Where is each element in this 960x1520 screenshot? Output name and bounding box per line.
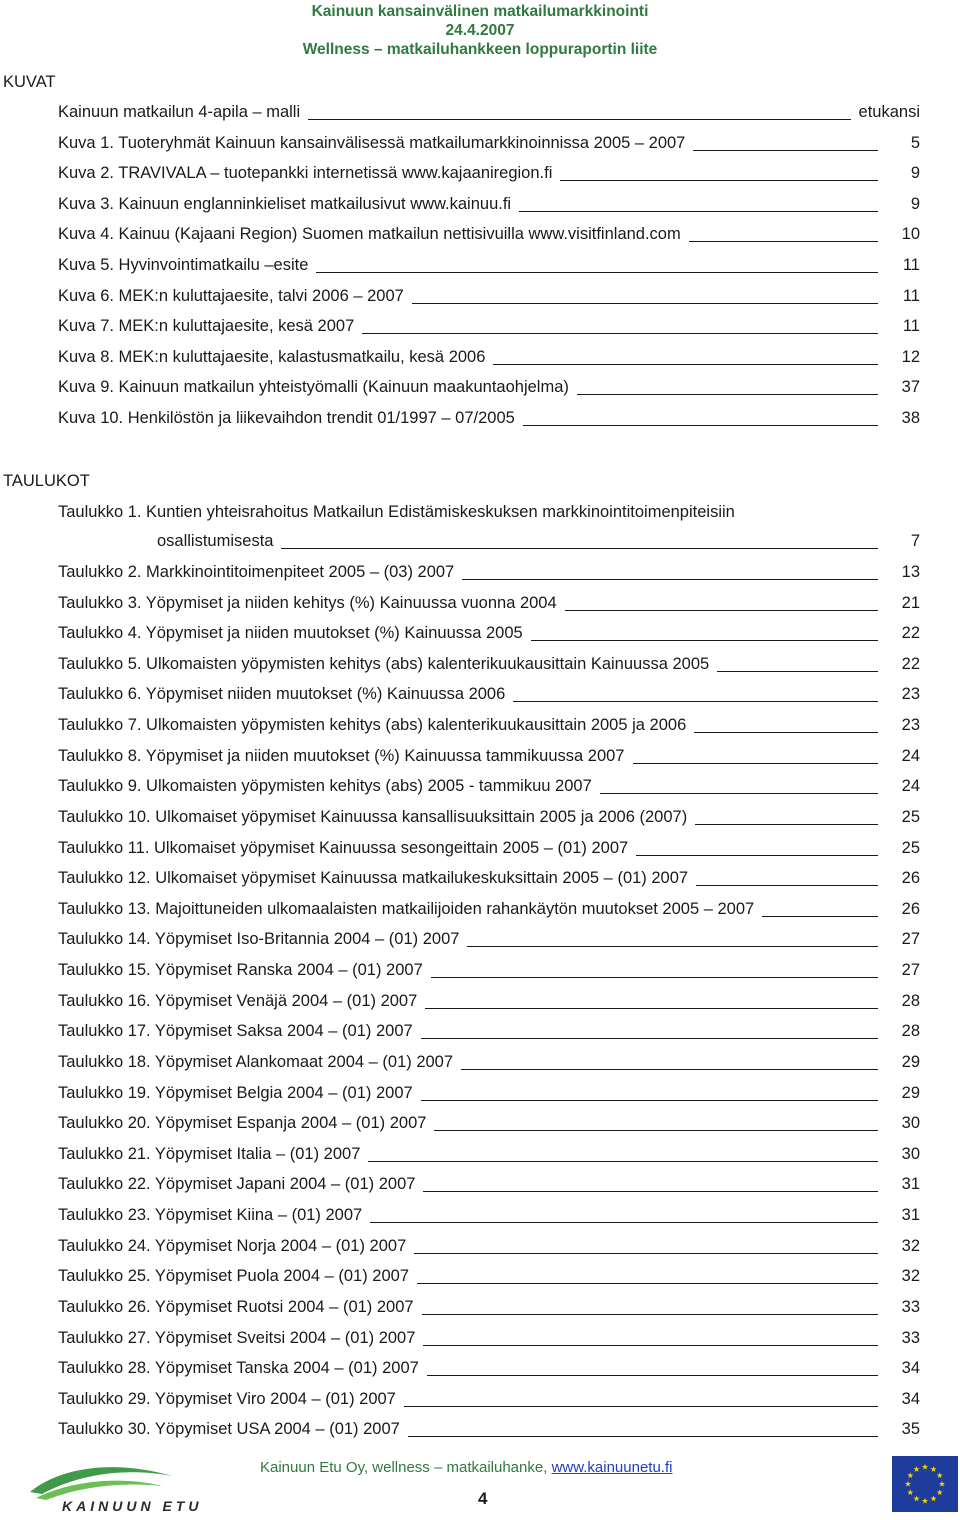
toc-entry-text: Taulukko 24. Yöpymiset Norja 2004 – (01) 2007 — [58, 1236, 407, 1255]
table-entry[interactable] — [58, 1235, 920, 1259]
table-entry[interactable] — [58, 745, 920, 769]
toc-entry-text: Taulukko 21. Yöpymiset Italia – (01) 2007 — [58, 1144, 361, 1163]
figure-entry[interactable] — [58, 407, 920, 431]
kainuun-etu-logo-icon — [22, 1458, 232, 1518]
toc-leader-line — [493, 364, 878, 365]
header-subtitle: Wellness – matkailuhankkeen loppuraportin liite — [302, 41, 658, 58]
toc-page-number: 22 — [901, 654, 920, 673]
toc-leader-line — [414, 1253, 878, 1254]
toc-entry-text: Kuva 2. TRAVIVALA – tuotepankki internetissä www.kajaaniregion.fi — [58, 164, 553, 183]
toc-entry-text: Taulukko 18. Yöpymiset Alankomaat 2004 – (01) 2007 — [58, 1052, 454, 1071]
toc-entry-text: Kuva 1. Tuoteryhmät Kainuun kansainvälisessä matkailumarkkinoinnissa 2005 – 2007 — [58, 133, 686, 152]
tables-section-title: TAULUKOT — [3, 472, 90, 490]
document-header — [0, 2, 960, 62]
table-entry[interactable] — [58, 1418, 920, 1442]
toc-entry-text: Taulukko 15. Yöpymiset Ranska 2004 – (01) 2007 — [58, 961, 423, 980]
toc-page-number: 37 — [901, 378, 920, 397]
toc-entry-text: Taulukko 30. Yöpymiset USA 2004 – (01) 2007 — [58, 1420, 400, 1439]
toc-entry-text: Taulukko 28. Yöpymiset Tanska 2004 – (01) 2007 — [58, 1359, 419, 1378]
toc-page-number: 38 — [901, 409, 920, 427]
toc-entry-text: Taulukko 5. Ulkomaisten yöpymisten kehitys (abs) kalenterikuukausittain Kainuussa 2005 — [58, 654, 710, 673]
table-entry[interactable] — [58, 775, 920, 799]
toc-leader-line — [462, 579, 878, 580]
table-entry[interactable] — [58, 1327, 920, 1351]
toc-page-number: 11 — [902, 317, 920, 336]
table-entry[interactable] — [58, 653, 920, 677]
toc-page-number: 30 — [901, 1144, 920, 1163]
toc-entry-text: Kainuun matkailun 4-apila – malli — [58, 103, 301, 121]
footer-company-line — [260, 1459, 672, 1476]
toc-leader-line — [577, 394, 878, 395]
toc-page-number: 25 — [901, 838, 920, 857]
figure-entry[interactable] — [58, 193, 920, 217]
toc-page-number: 10 — [901, 225, 920, 244]
figure-entry[interactable] — [58, 223, 920, 247]
figure-entry[interactable] — [58, 285, 920, 309]
toc-page-number: 5 — [910, 133, 920, 152]
eu-flag-icon — [892, 1456, 958, 1512]
table-entry[interactable] — [58, 1357, 920, 1381]
footer-website-link[interactable]: www.kainuunetu.fi — [551, 1459, 673, 1476]
toc-leader-line — [461, 1069, 878, 1070]
table-entry[interactable] — [58, 806, 920, 830]
toc-entry-text: Taulukko 13. Majoittuneiden ulkomaalaisten matkailijoiden rahankäytön muutokset 2005 – 2007 — [58, 899, 755, 918]
toc-entry-text: Kuva 7. MEK:n kuluttajaesite, kesä 2007 — [58, 317, 355, 336]
toc-page-number: 27 — [901, 930, 920, 949]
table-entry[interactable] — [58, 1082, 920, 1106]
toc-leader-line — [695, 824, 878, 825]
toc-page-number: 31 — [901, 1206, 920, 1225]
toc-page-number: 28 — [901, 991, 920, 1010]
toc-leader-line — [362, 333, 878, 334]
toc-page-number: 28 — [901, 1022, 920, 1041]
toc-page-number: 35 — [901, 1420, 920, 1439]
toc-entry-text: Kuva 10. Henkilöstön ja liikevaihdon trendit 01/1997 – 07/2005 — [58, 409, 515, 427]
toc-leader-line — [422, 1314, 878, 1315]
toc-page-number: 29 — [901, 1083, 920, 1102]
toc-entry-text: Taulukko 12. Ulkomaiset yöpymiset Kainuussa matkailukeskuksittain 2005 – (01) 2007 — [58, 869, 689, 888]
toc-leader-line — [694, 732, 878, 733]
table-entry[interactable] — [58, 1296, 920, 1320]
toc-leader-line — [427, 1375, 878, 1376]
toc-leader-line — [404, 1406, 878, 1407]
table-1-entry[interactable] — [157, 530, 920, 554]
toc-leader-line — [762, 916, 878, 917]
toc-page-number: 33 — [901, 1297, 920, 1316]
toc-page-number: 34 — [901, 1389, 920, 1408]
toc-entry-text: Taulukko 19. Yöpymiset Belgia 2004 – (01) 2007 — [58, 1083, 413, 1102]
table-entry[interactable] — [58, 1143, 920, 1167]
toc-page-number: 11 — [902, 286, 920, 305]
figure-entry[interactable] — [58, 254, 920, 278]
toc-leader-line — [431, 977, 878, 978]
table-entry[interactable] — [58, 959, 920, 983]
table-entry[interactable] — [58, 1173, 920, 1197]
toc-leader-line — [370, 1222, 878, 1223]
figure-entry[interactable] — [58, 376, 920, 400]
page-number: 4 — [478, 1489, 488, 1508]
toc-leader-line — [689, 241, 878, 242]
table-entry[interactable] — [58, 837, 920, 861]
figure-entry[interactable] — [58, 132, 920, 156]
toc-entry-text: Taulukko 9. Ulkomaisten yöpymisten kehitys (abs) 2005 - tammikuu 2007 — [58, 777, 592, 796]
toc-leader-line — [281, 548, 878, 549]
toc-entry-text: Kuva 8. MEK:n kuluttajaesite, kalastusmatkailu, kesä 2006 — [58, 347, 486, 366]
table-entry[interactable] — [58, 990, 920, 1014]
footer-company-text: Kainuun Etu Oy, wellness – matkailuhanke, — [260, 1459, 552, 1476]
toc-entry-text: Kuva 9. Kainuun matkailun yhteistyömalli (Kainuun maakuntaohjelma) — [58, 378, 569, 397]
toc-entry-text: Taulukko 25. Yöpymiset Puola 2004 – (01) 2007 — [58, 1267, 410, 1286]
toc-leader-line — [316, 272, 878, 273]
toc-leader-line — [633, 763, 879, 764]
toc-entry-text: Taulukko 20. Yöpymiset Espanja 2004 – (01) 2007 — [58, 1114, 427, 1133]
toc-leader-line — [513, 701, 878, 702]
table-entry[interactable] — [58, 622, 920, 646]
table-entry[interactable] — [58, 1388, 920, 1412]
table-1-line1: Taulukko 1. Kuntien yhteisrahoitus Matkailun Edistämiskeskuksen markkinointitoimenpiteisiin — [58, 503, 735, 521]
toc-entry-text: Taulukko 27. Yöpymiset Sveitsi 2004 – (01) 2007 — [58, 1328, 416, 1347]
toc-page-number: 9 — [910, 194, 920, 213]
toc-page-number: etukansi — [858, 103, 920, 121]
toc-page-number: 26 — [901, 899, 920, 918]
toc-entry-text: Taulukko 16. Yöpymiset Venäjä 2004 – (01) 2007 — [58, 991, 418, 1010]
toc-page-number: 9 — [910, 164, 920, 183]
toc-leader-line — [600, 793, 878, 794]
table-entry[interactable] — [58, 1112, 920, 1136]
toc-leader-line — [565, 610, 878, 611]
table-entry[interactable] — [58, 683, 920, 707]
table-entry[interactable] — [58, 1204, 920, 1228]
figure-entry[interactable] — [58, 101, 920, 125]
table-entry[interactable] — [58, 714, 920, 738]
toc-leader-line — [412, 303, 878, 304]
toc-leader-line — [368, 1161, 878, 1162]
toc-leader-line — [519, 211, 878, 212]
toc-leader-line — [417, 1283, 878, 1284]
toc-entry-text: Kuva 3. Kainuun englanninkieliset matkailusivut www.kainuu.fi — [58, 194, 512, 213]
toc-entry-text: Taulukko 6. Yöpymiset niiden muutokset (%) Kainuussa 2006 — [58, 685, 506, 704]
logo-wordmark: KAINUUN ETU — [62, 1498, 203, 1514]
toc-page-number: 30 — [901, 1114, 920, 1133]
header-title: Kainuun kansainvälinen matkailumarkkinointi — [311, 3, 649, 20]
toc-leader-line — [425, 1008, 878, 1009]
toc-entry-text: Taulukko 26. Yöpymiset Ruotsi 2004 – (01) 2007 — [58, 1297, 414, 1316]
toc-entry-text: osallistumisesta — [157, 532, 274, 550]
toc-entry-text: Kuva 4. Kainuu (Kajaani Region) Suomen matkailun nettisivuilla www.visitfinland.com — [58, 225, 681, 244]
toc-page-number: 23 — [901, 685, 920, 704]
toc-page-number: 24 — [901, 746, 920, 765]
toc-leader-line — [523, 425, 878, 426]
toc-leader-line — [421, 1100, 878, 1101]
toc-entry-text: Taulukko 11. Ulkomaiset yöpymiset Kainuussa sesongeittain 2005 – (01) 2007 — [58, 838, 629, 857]
toc-entry-text: Kuva 6. MEK:n kuluttajaesite, talvi 2006 – 2007 — [58, 286, 404, 305]
toc-entry-text: Taulukko 22. Yöpymiset Japani 2004 – (01) 2007 — [58, 1175, 416, 1194]
table-entry[interactable] — [58, 928, 920, 952]
toc-entry-text: Taulukko 2. Markkinointitoimenpiteet 2005 – (03) 2007 — [58, 563, 455, 581]
toc-entry-text: Kuva 5. Hyvinvointimatkailu –esite — [58, 256, 309, 274]
toc-page-number: 11 — [902, 256, 920, 274]
toc-page-number: 22 — [901, 624, 920, 643]
toc-page-number: 34 — [901, 1359, 920, 1378]
toc-page-number: 23 — [901, 716, 920, 735]
table-entry[interactable] — [58, 898, 920, 922]
table-entry[interactable] — [58, 1265, 920, 1289]
figures-section-title: KUVAT — [3, 73, 56, 91]
toc-entry-text: Taulukko 3. Yöpymiset ja niiden kehitys (%) Kainuussa vuonna 2004 — [58, 593, 557, 612]
toc-entry-text: Taulukko 14. Yöpymiset Iso-Britannia 2004 – (01) 2007 — [58, 930, 460, 949]
toc-entry-text: Taulukko 17. Yöpymiset Saksa 2004 – (01) 2007 — [58, 1022, 413, 1041]
toc-leader-line — [421, 1038, 878, 1039]
toc-page-number: 32 — [901, 1236, 920, 1255]
toc-leader-line — [560, 180, 878, 181]
toc-page-number: 29 — [901, 1052, 920, 1071]
toc-leader-line — [434, 1130, 878, 1131]
table-entry[interactable] — [58, 592, 920, 616]
toc-page-number: 25 — [901, 807, 920, 826]
table-entry[interactable] — [58, 867, 920, 891]
table-entry[interactable] — [58, 1020, 920, 1044]
toc-leader-line — [423, 1191, 878, 1192]
toc-leader-line — [693, 150, 878, 151]
toc-entry-text: Taulukko 23. Yöpymiset Kiina – (01) 2007 — [58, 1206, 363, 1225]
toc-page-number: 26 — [901, 869, 920, 888]
toc-leader-line — [423, 1345, 878, 1346]
toc-entry-text: Taulukko 7. Ulkomaisten yöpymisten kehitys (abs) kalenterikuukausittain 2005 ja 2006 — [58, 716, 687, 735]
toc-leader-line — [308, 119, 850, 120]
toc-page-number: 27 — [901, 961, 920, 980]
toc-page-number: 24 — [901, 777, 920, 796]
table-entry[interactable] — [58, 1051, 920, 1075]
toc-leader-line — [696, 885, 878, 886]
figure-entry[interactable] — [58, 162, 920, 186]
figure-entry[interactable] — [58, 346, 920, 370]
toc-page-number: 13 — [901, 563, 920, 581]
toc-leader-line — [531, 640, 878, 641]
table-entry[interactable] — [58, 561, 920, 585]
toc-entry-text: Taulukko 8. Yöpymiset ja niiden muutokset (%) Kainuussa tammikuussa 2007 — [58, 746, 625, 765]
toc-entry-text: Taulukko 29. Yöpymiset Viro 2004 – (01) 2007 — [58, 1389, 396, 1408]
toc-page-number: 32 — [901, 1267, 920, 1286]
toc-leader-line — [717, 671, 878, 672]
header-date: 24.4.2007 — [445, 22, 515, 39]
toc-page-number: 21 — [901, 593, 920, 612]
toc-leader-line — [636, 855, 878, 856]
toc-entry-text: Taulukko 4. Yöpymiset ja niiden muutokset (%) Kainuussa 2005 — [58, 624, 523, 643]
toc-leader-line — [408, 1436, 878, 1437]
toc-entry-text: Taulukko 10. Ulkomaiset yöpymiset Kainuussa kansallisuuksittain 2005 ja 2006 (2007) — [58, 807, 688, 826]
toc-page-number: 12 — [901, 347, 920, 366]
toc-page-number: 7 — [910, 532, 920, 550]
toc-leader-line — [467, 946, 878, 947]
figure-entry[interactable] — [58, 315, 920, 339]
toc-page-number: 33 — [901, 1328, 920, 1347]
toc-page-number: 31 — [901, 1175, 920, 1194]
